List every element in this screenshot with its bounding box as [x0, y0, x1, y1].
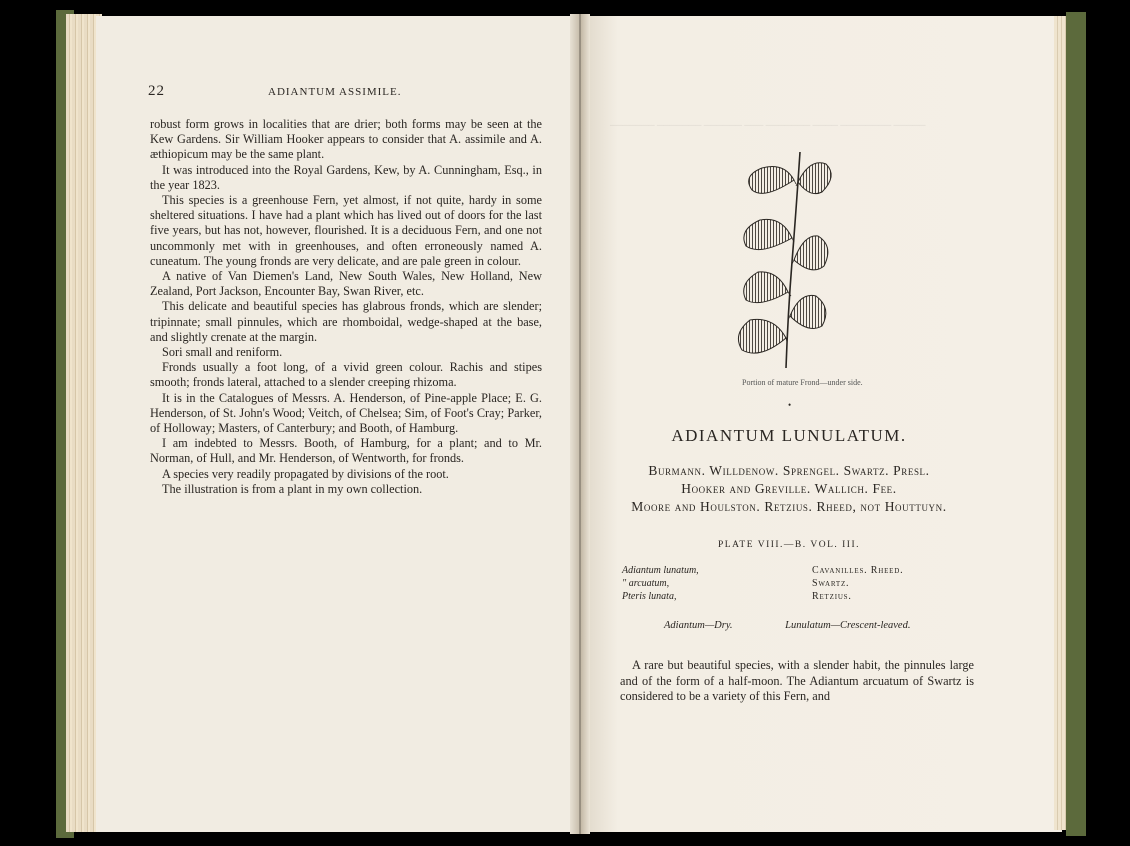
fern-frond-illustration	[730, 142, 840, 370]
paragraph: I am indebted to Messrs. Booth, of Hamburg, for a plant; and to Mr. Norman, of Hull, and Mr. Henderson, of Wentworth, for fronds.	[150, 436, 542, 466]
right-page	[578, 16, 1062, 832]
page-number: 22	[148, 83, 165, 99]
running-title: ADIANTUM ASSIMILE.	[268, 86, 402, 98]
paragraph: Sori small and reniform.	[162, 345, 283, 360]
synonym-name: " arcuatum,	[622, 578, 670, 589]
book-gutter	[570, 14, 590, 834]
etymology-species: Lunulatum—Crescent-leaved.	[785, 620, 911, 631]
paragraph: A native of Van Diemen's Land, New South Wales, New Holland, New Zealand, Port Jackson, Encounter Bay, Swan River, etc.	[150, 269, 542, 299]
paragraph: It was introduced into the Royal Gardens, Kew, by A. Cunningham, Esq., in the year 1823.	[150, 162, 542, 192]
pinnule	[744, 219, 792, 249]
bullet-mark: •	[788, 400, 792, 410]
pinnule	[798, 163, 831, 194]
plate-reference: PLATE VIII.—B. VOL. III.	[718, 540, 860, 550]
pinnule	[794, 236, 828, 270]
synonym-name: Pteris lunata,	[622, 591, 677, 602]
synonym-author: Cavanilles. Rheed.	[812, 565, 904, 576]
authorities	[604, 462, 974, 516]
synonym-author: Retzius.	[812, 591, 852, 602]
pinnule	[744, 272, 788, 303]
pinnule	[738, 319, 786, 353]
synonym-name: Adiantum lunatum,	[622, 565, 699, 576]
species-title: ADIANTUM LUNULATUM.	[671, 426, 907, 445]
show-through-text: ─────── ─────── ────── ─── ─────── ──── ──────── ─────	[610, 120, 926, 130]
paragraph: This delicate and beautiful species has glabrous fronds, which are slender; tripinnate; small pinnules, which are rhomboidal, wedge-shaped at the base, and slightly crenate at the margin.	[150, 299, 542, 344]
figure-caption: Portion of mature Frond—under side.	[742, 378, 863, 387]
left-body-text	[150, 117, 542, 497]
paragraph: A species very readily propagated by divisions of the root.	[162, 466, 449, 481]
paragraph: It is in the Catalogues of Messrs. A. Henderson, of Pine-apple Place; E. G. Henderson, of St. John's Wood; Veitch, of Chelsea; Sim, of Foot's Cray; Parker, of Holloway; Masters, of Canterbury; and Booth, of Hamburg.	[150, 390, 542, 436]
etymology-genus: Adiantum—Dry.	[664, 620, 733, 631]
paragraph: Fronds usually a foot long, of a vivid green colour. Rachis and stipes smooth; fronds lateral, attached to a slender creeping rhizoma.	[150, 360, 542, 390]
authority-line: Moore and Houlston. Retzius. Rheed, not Houttuyn.	[631, 499, 947, 514]
book-cover-right	[1066, 12, 1086, 836]
authority-line: Hooker and Greville. Wallich. Fee.	[681, 481, 897, 496]
right-body-text	[620, 658, 974, 705]
pinnule	[790, 295, 826, 328]
pinnule	[749, 167, 794, 194]
paragraph: A rare but beautiful species, with a slender habit, the pinnules large and of the form of a half-moon. The Adiantum arcuatum of Swartz is considered to be a variety of this Fern, and	[620, 658, 974, 704]
paragraph: robust form grows in localities that are drier; both forms may be seen at the Kew Gardens. Sir William Hooker appears to consider that A. assimile and A. æthiopicum may be the same plant.	[150, 117, 542, 162]
paragraph: This species is a greenhouse Fern, yet almost, if not quite, hardy in some sheltered situations. I have had a plant which has lived out of doors for the last five years, but has not, however, flourished. It is a deciduous Fern, and one not uncommonly met with in greenhouses, and often erroneously named A. cuneatum. The young fronds are very delicate, and are pale green in colour.	[150, 193, 542, 268]
authority-line: Burmann. Willdenow. Sprengel. Swartz. Presl.	[648, 463, 930, 478]
etymology	[664, 620, 964, 631]
paragraph: The illustration is from a plant in my own collection.	[162, 481, 423, 496]
synonym-author: Swartz.	[812, 578, 850, 589]
